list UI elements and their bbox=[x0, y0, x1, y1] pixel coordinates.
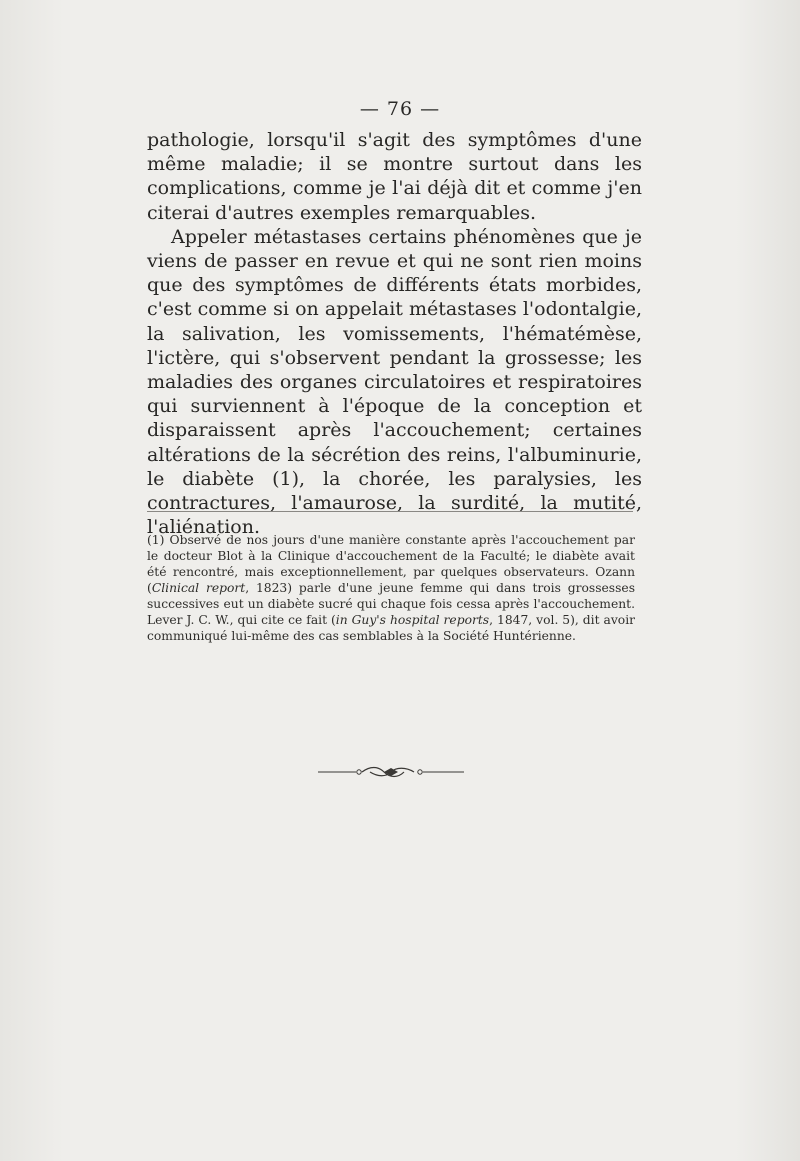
paragraph: Appeler métastases certains phénomènes que je viens de passer en revue et qui ne sont rien moins que des symptômes de différents états morbides, c'est comme si on appelait métastases l'odontalgie, la salivation, les vomissements, l'hématémèse, l'ictère, qui s'observent pendant la grossesse; les maladies des organes circulatoires et respiratoires qui surviennent à l'époque de la conception et disparaissent après l'accouchement; certaines altérations de la sécrétion des reins, l'albuminurie, le diabète (1), la chorée, les paralysies, les contractures, l'amaurose, la surdité, la mutité, l'aliénation. bbox=[147, 225, 642, 539]
ornament-divider bbox=[318, 763, 464, 781]
footnote-text: , 1847, vol. 5), dit avoir communiqué lui-même des cas semblables à la Société Huntérienne. bbox=[147, 613, 636, 643]
footnote-text: , 1823) parle d'une jeune femme qui dans trois grossesses successives eut un diabète sucré qui chaque fois cessa après l'accouchement. Lever J. C. W., qui cite ce fait ( bbox=[147, 581, 636, 627]
footnote-citation: in Guy's hospital reports bbox=[335, 613, 490, 627]
footnote bbox=[147, 532, 635, 644]
footnote-divider bbox=[147, 511, 633, 512]
footnote-citation: Clinical report bbox=[151, 581, 246, 595]
main-text bbox=[147, 128, 642, 539]
footnote-text: (1) Observé de nos jours d'une manière constante après l'accouchement par le docteur Blot à la Clinique d'accouchement de la Faculté; le diabète avait été rencontré, mais exceptionnellement, par quelques observateurs. Ozann ( bbox=[147, 533, 635, 595]
page-number: — 76 — bbox=[359, 98, 441, 120]
paragraph: pathologie, lorsqu'il s'agit des symptômes d'une même maladie; il se montre surtout dans les complications, comme je l'ai déjà dit et comme j'en citerai d'autres exemples remarquables. bbox=[147, 129, 642, 224]
